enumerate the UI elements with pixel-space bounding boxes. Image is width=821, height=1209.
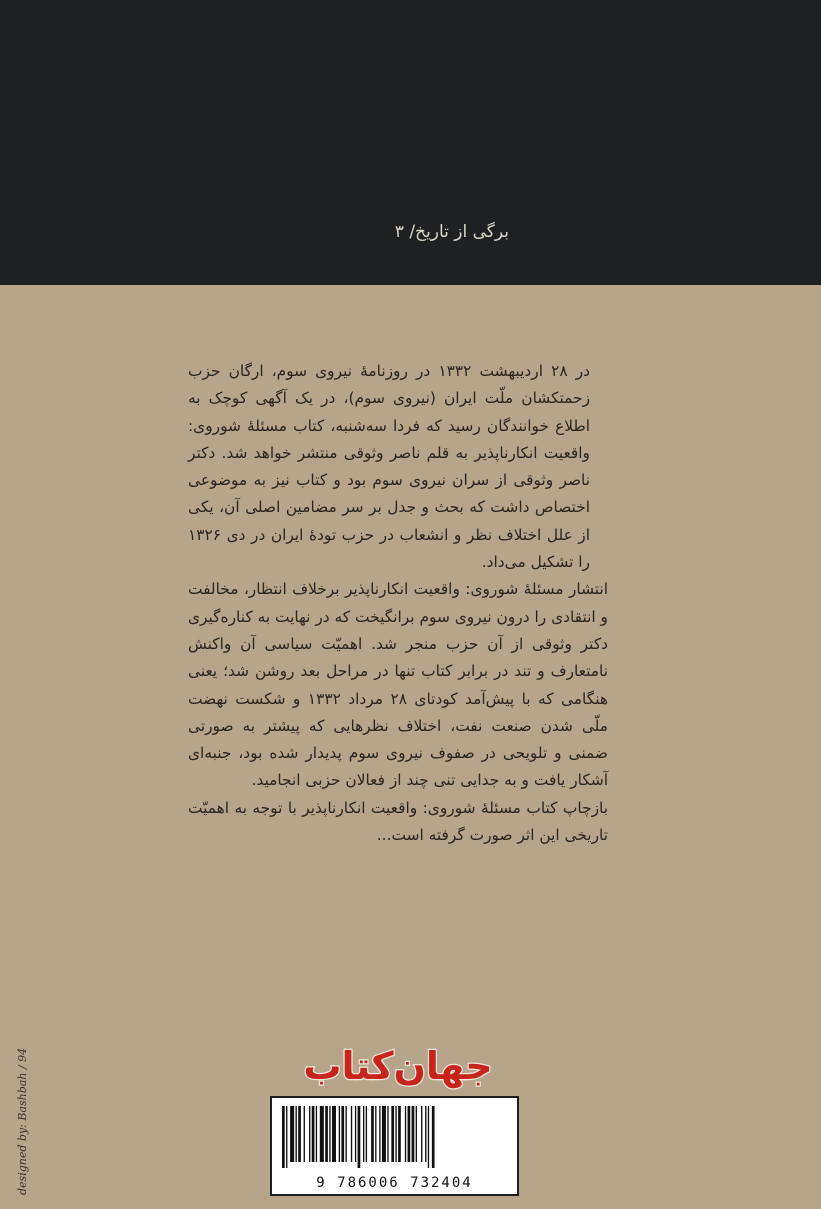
barcode-bar xyxy=(395,1106,396,1162)
isbn-number: 9 786006 732404 xyxy=(316,1175,473,1191)
barcode-bar xyxy=(363,1106,364,1162)
isbn-barcode xyxy=(270,1096,519,1196)
barcode-bar xyxy=(286,1106,287,1168)
barcode-bars xyxy=(282,1106,507,1168)
barcode-bar xyxy=(405,1106,406,1162)
barcode-bar xyxy=(296,1106,297,1162)
blurb-paragraph-2: انتشار مسئلهٔ شوروی: واقعیت انکارناپذیر برخلاف انتظار، مخالفت و انتقادی را درون نیروی سوم برانگیخت که در نهایت به کناره‌گیری دکتر وثوقی از آن حزب منجر شد. اهمیّت سیاسی آن واکنش نامتعارف و تند در برابر کتاب تنها در مراحل بعد روشن شد؛ یعنی هنگامی که با پیش‌آمد کودتای ۲۸ مرداد ۱۳۳۲ و شکست نهضت ملّی شدن صنعت نفت، اختلاف نظرهایی که پیشتر به صورتی ضمنی و تلویحی در صفوف نیروی سوم پدیدار شده بود، جنبه‌ای آشکار یافت و به جدایی تنی چند از فعالان حزبی انجامید. xyxy=(188,580,608,790)
barcode-bar xyxy=(329,1106,330,1162)
back-cover-blurb xyxy=(188,358,608,849)
barcode-bar xyxy=(332,1106,336,1162)
barcode-bar xyxy=(379,1106,380,1162)
barcode-bar xyxy=(421,1106,422,1162)
series-title: برگی از تاریخ/ ۳ xyxy=(394,222,509,242)
barcode-bar xyxy=(309,1106,310,1162)
barcode-bar xyxy=(428,1106,429,1168)
barcode-bar xyxy=(416,1106,417,1162)
barcode-bar xyxy=(282,1106,285,1168)
barcode-bar xyxy=(341,1106,344,1162)
top-dark-band xyxy=(0,0,821,285)
barcode-bar xyxy=(412,1106,415,1162)
barcode-bar xyxy=(371,1106,374,1162)
barcode-bar xyxy=(312,1106,315,1162)
barcode-bar xyxy=(391,1106,394,1162)
blurb-paragraph-3: بازچاپ کتاب مسئلهٔ شوروی: واقعیت انکارناپذیر با توجه به اهمیّت تاریخی این اثر صورت گرفته است... xyxy=(188,798,608,845)
barcode-bar xyxy=(298,1106,301,1162)
barcode-bar xyxy=(408,1106,411,1162)
blurb-paragraph-1: در ۲۸ اردیبهشت ۱۳۳۲ در روزنامهٔ نیروی سوم، ارگان حزب زحمتکشان ملّت ایران (نیروی سوم)، در یک آگهی کوچک به اطلاع خوانندگان رسید که فردا سه‌شنبه، کتاب مسئلهٔ شوروی: واقعیت انکارناپذیر به قلم ناصر وثوقی منتشر خواهد شد. دکتر ناصر وثوقی از سران نیروی سوم بود و کتاب نیز به موضوعی اختصاص داشت که بحث و جدل بر سر مضامین اصلی آن، یکی از علل اختلاف نظر و انشعاب در حزب تودهٔ ایران در دی ۱۳۲۶ را تشکیل می‌داد. xyxy=(188,362,591,572)
publisher-logo xyxy=(303,1035,493,1093)
barcode-bar xyxy=(382,1106,386,1162)
barcode-bar xyxy=(366,1106,367,1162)
designer-credit: designed by: Bashbah / 94 xyxy=(16,1047,29,1195)
barcode-bar xyxy=(387,1106,388,1162)
barcode-bar xyxy=(325,1106,328,1162)
barcode-bar xyxy=(432,1106,435,1168)
barcode-bar xyxy=(304,1106,305,1162)
barcode-bar xyxy=(355,1106,356,1162)
barcode-bar xyxy=(425,1106,426,1162)
barcode-bar xyxy=(398,1106,401,1162)
barcode-bar xyxy=(358,1106,361,1168)
barcode-bar xyxy=(316,1106,317,1162)
barcode-bar xyxy=(339,1106,340,1162)
barcode-bar xyxy=(345,1106,346,1162)
barcode-bar xyxy=(290,1106,294,1162)
barcode-bar xyxy=(351,1106,352,1162)
barcode-bar xyxy=(375,1106,376,1162)
publisher-logo-text: جهان‌کتاب xyxy=(303,1044,493,1088)
barcode-bar xyxy=(320,1106,324,1162)
